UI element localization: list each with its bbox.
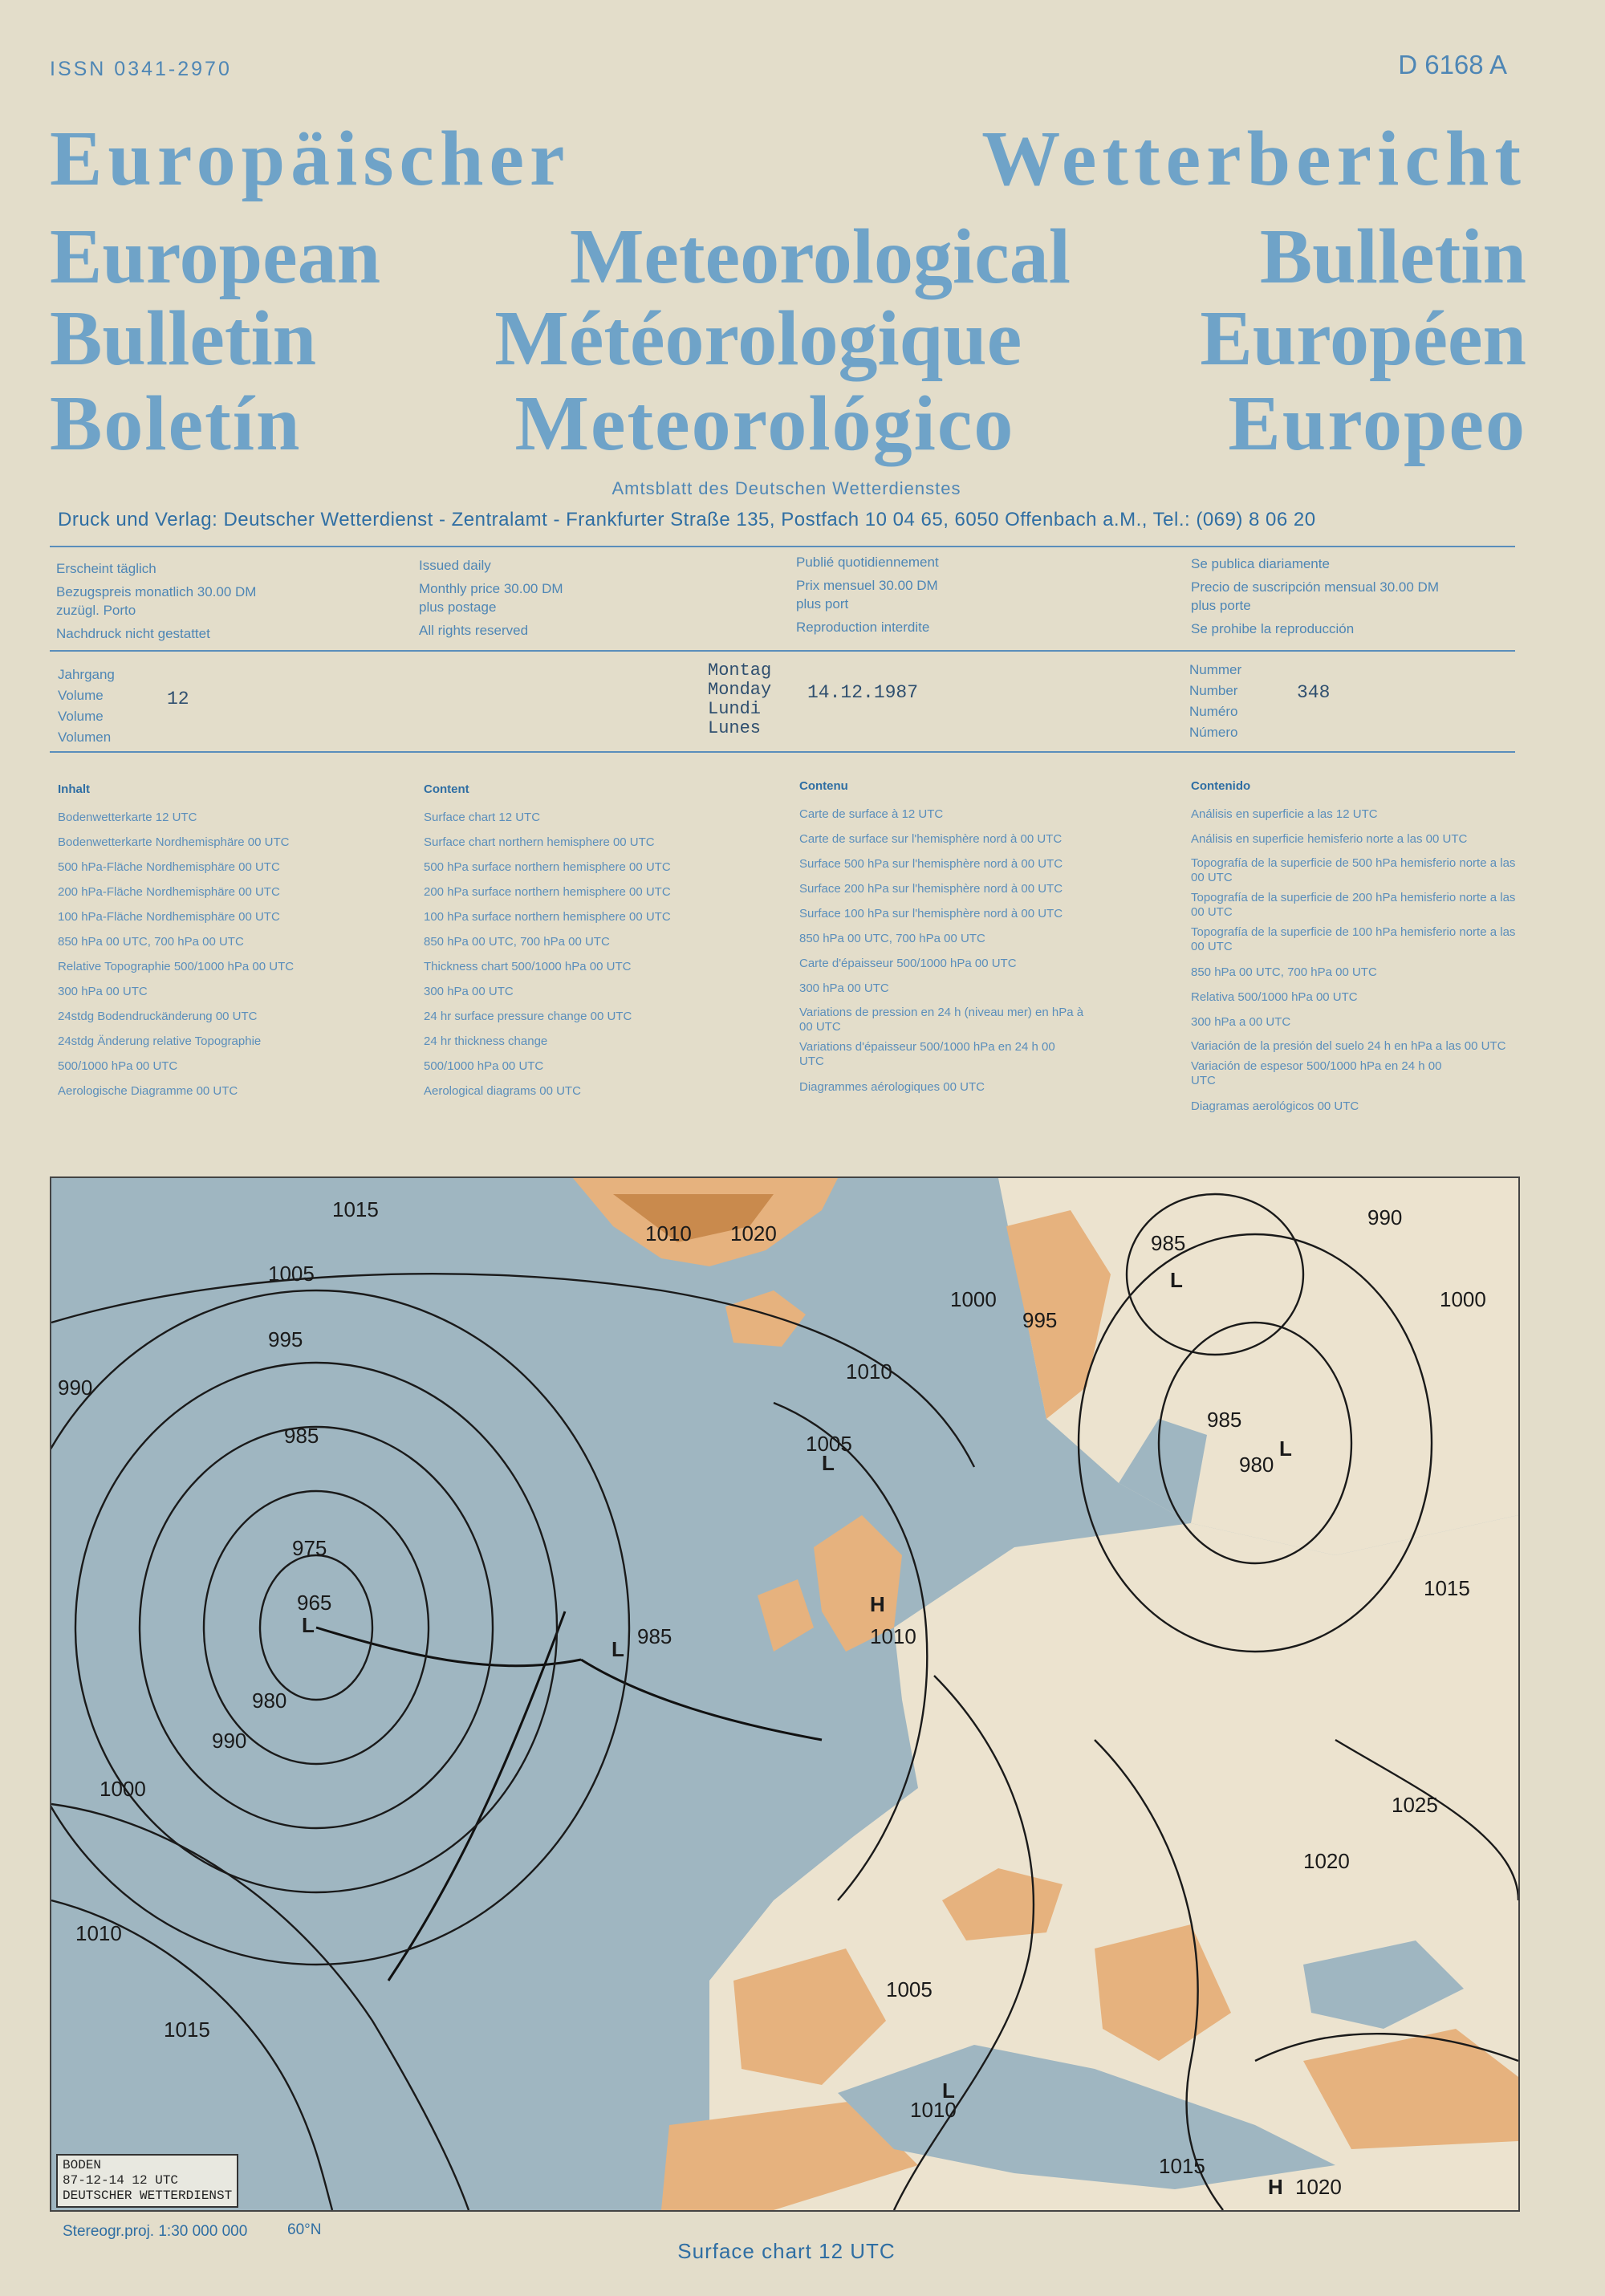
volume-label: Jahrgang (58, 667, 115, 682)
low-center: L (302, 1613, 315, 1637)
isobar-label: 1015 (1159, 2154, 1205, 2178)
contents-item: 500/1000 hPa 00 UTC (424, 1059, 544, 1073)
number-label: Number (1189, 683, 1238, 698)
isobar-label: 980 (1239, 1453, 1274, 1477)
contents-item: Surface chart 12 UTC (424, 811, 541, 824)
contents-item: 300 hPa 00 UTC (58, 985, 148, 998)
volume-labels (58, 664, 115, 748)
title-word: Bulletin (50, 295, 317, 382)
info-line: Bezugspreis monatlich 30.00 DM (56, 584, 257, 599)
number-label: Número (1189, 725, 1238, 740)
issue-date: 14.12.1987 (807, 682, 919, 703)
divider (50, 650, 1515, 652)
isobar-label: 995 (268, 1327, 303, 1351)
contents-item: Carte d'épaisseur 500/1000 hPa 00 UTC (799, 957, 1017, 970)
weekday-label: Monday (708, 680, 772, 700)
number-label: Nummer (1189, 662, 1242, 677)
contents-item: Análisis en superficie a las 12 UTC (1191, 807, 1378, 821)
isobar-label: 1020 (1303, 1849, 1350, 1873)
contents-item: Análisis en superficie hemisferio norte a las 00 UTC (1191, 832, 1468, 846)
info-french (796, 551, 939, 639)
contents-item: 500 hPa-Fläche Nordhemisphäre 00 UTC (58, 860, 280, 874)
isobar-label: 1020 (730, 1221, 777, 1246)
issn-number: ISSN 0341-2970 (50, 58, 232, 80)
volume-label: Volume (58, 688, 104, 703)
contents-item: Surface chart northern hemisphere 00 UTC (424, 835, 655, 849)
publication-code: D 6168 A (1398, 50, 1507, 79)
contents-heading: Inhalt (58, 782, 90, 796)
isobar-label: 1000 (1440, 1287, 1486, 1311)
contents-item: 24 hr surface pressure change 00 UTC (424, 1010, 632, 1023)
info-line: Erscheint täglich (56, 561, 156, 576)
contents-item: 300 hPa 00 UTC (424, 985, 514, 998)
title-word: European (50, 213, 381, 300)
contents-item: Carte de surface à 12 UTC (799, 807, 944, 821)
title-word: Européen (1200, 295, 1526, 382)
title-word: Bulletin (1259, 213, 1526, 300)
contents-item: 850 hPa 00 UTC, 700 hPa 00 UTC (799, 932, 985, 945)
contents-heading: Content (424, 782, 469, 796)
isobar-label: 1015 (332, 1197, 379, 1221)
contents-item: Surface 100 hPa sur l'hemisphère nord à 00 UTC (799, 907, 1063, 920)
contents-item: Topografía de la superficie de 100 hPa hemisferio norte a las 00 UTC (1191, 925, 1516, 953)
contents-item: Variations de pression en 24 h (niveau mer) en hPa à 00 UTC (799, 1006, 1084, 1034)
isobar-label: 1005 (806, 1432, 852, 1456)
info-line: zuzügl. Porto (56, 603, 136, 618)
info-spanish (1191, 552, 1439, 640)
info-line: Precio de suscripción mensual 30.00 DM (1191, 579, 1439, 595)
isobar-label: 965 (297, 1591, 332, 1615)
info-line: plus postage (419, 599, 497, 615)
issue-number: 348 (1297, 682, 1331, 703)
contents-item: 850 hPa 00 UTC, 700 hPa 00 UTC (1191, 965, 1377, 979)
contents-item: Topografía de la superficie de 500 hPa hemisferio norte a las 00 UTC (1191, 856, 1516, 884)
info-line: plus porte (1191, 598, 1251, 613)
contents-item: Carte de surface sur l'hemisphère nord à 00 UTC (799, 832, 1063, 846)
title-german (50, 116, 1526, 202)
isobar-label: 990 (58, 1376, 93, 1400)
high-center: H (1268, 2175, 1283, 2199)
isobar-label: 1015 (164, 2018, 210, 2042)
contents-item: 24 hr thickness change (424, 1034, 548, 1048)
isobar-label: 1010 (75, 1921, 122, 1945)
info-line: Se prohibe la reproducción (1191, 621, 1355, 636)
contents-item: Surface 200 hPa sur l'hemisphère nord à 00 UTC (799, 882, 1063, 896)
contents-heading: Contenido (1191, 779, 1251, 793)
contents-item: 200 hPa surface northern hemisphere 00 UTC (424, 885, 671, 899)
contents-item: 300 hPa 00 UTC (799, 981, 889, 995)
contents-item: 24stdg Änderung relative Topographie (58, 1034, 262, 1048)
surface-weather-map (50, 1176, 1520, 2212)
contents-spanish (1191, 774, 1528, 1119)
contents-item: Relativa 500/1000 hPa 00 UTC (1191, 990, 1358, 1004)
weekday-labels (708, 661, 771, 738)
isobar-label: 990 (212, 1729, 247, 1753)
info-line: All rights reserved (419, 623, 529, 638)
contents-item: Bodenwetterkarte 12 UTC (58, 811, 197, 824)
title-word: Météorologique (494, 295, 1022, 382)
contents-item: 100 hPa surface northern hemisphere 00 UTC (424, 910, 671, 924)
low-center: L (942, 2079, 955, 2103)
info-line: Nachdruck nicht gestattet (56, 626, 210, 641)
isobar-label: 985 (1207, 1408, 1242, 1432)
isobar-label: 990 (1367, 1205, 1403, 1229)
contents-item: Bodenwetterkarte Nordhemisphäre 00 UTC (58, 835, 290, 849)
contents-item: Relative Topographie 500/1000 hPa 00 UTC (58, 960, 295, 973)
isobar-label: 1025 (1392, 1793, 1438, 1817)
official-gazette: Amtsblatt des Deutschen Wetterdienstes (612, 478, 961, 498)
isobar-label: 1010 (870, 1624, 916, 1648)
info-line: plus port (796, 596, 849, 612)
isobar-label: 1015 (1424, 1576, 1470, 1600)
info-english (419, 554, 563, 642)
isobar-label: 985 (284, 1424, 319, 1448)
weekday-label: Lundi (708, 699, 762, 719)
map-legend-box (56, 2154, 238, 2208)
contents-item: Variación de la presión del suelo 24 h en hPa a las 00 UTC (1191, 1039, 1506, 1053)
info-line: Reproduction interdite (796, 620, 930, 635)
contents-item: Variación de espesor 500/1000 hPa en 24 h 00 UTC (1191, 1059, 1442, 1087)
isobar-label: 1005 (268, 1262, 315, 1286)
info-line: Monthly price 30.00 DM (419, 581, 563, 596)
contents-item: Surface 500 hPa sur l'hemisphère nord à 00 UTC (799, 857, 1063, 871)
contents-item: 24stdg Bodendruckänderung 00 UTC (58, 1010, 258, 1023)
contents-item: Aerological diagrams 00 UTC (424, 1084, 581, 1098)
low-center: L (612, 1637, 624, 1661)
contents-heading: Contenu (799, 779, 848, 793)
low-center: L (822, 1451, 835, 1475)
isobar-label: 980 (252, 1688, 287, 1713)
contents-german (58, 777, 294, 1103)
info-line: Se publica diariamente (1191, 556, 1330, 571)
low-center: L (1279, 1437, 1292, 1461)
isobar-label: 995 (1022, 1308, 1058, 1332)
contents-item: Topografía de la superficie de 200 hPa hemisferio norte a las 00 UTC (1191, 891, 1516, 919)
isobar-label: 1000 (950, 1287, 997, 1311)
title-word: Wetterbericht (981, 116, 1526, 202)
title-spanish (50, 380, 1526, 467)
title-word: Europäischer (50, 116, 571, 202)
isobar-label: 1010 (645, 1221, 692, 1246)
isobar-label: 1010 (910, 2098, 957, 2122)
title-english (50, 213, 1526, 300)
map-caption: Surface chart 12 UTC (677, 2239, 896, 2263)
divider (50, 751, 1515, 753)
number-label: Numéro (1189, 704, 1238, 719)
info-line: Prix mensuel 30.00 DM (796, 578, 938, 593)
title-word: Boletín (50, 380, 302, 467)
contents-item: Variations d'épaisseur 500/1000 hPa en 24 h 00 UTC (799, 1040, 1055, 1068)
publisher-line: Druck und Verlag: Deutscher Wetterdienst - Zentralamt - Frankfurter Straße 135, Postfach 10 04 65, 6050 Offenbach a.M., Tel.: (069) 8 06 20 (58, 509, 1316, 530)
info-german (56, 557, 256, 645)
contents-item: 100 hPa-Fläche Nordhemisphäre 00 UTC (58, 910, 280, 924)
info-line: Issued daily (419, 558, 491, 573)
projection-note: Stereogr.proj. 1:30 000 000 (63, 2223, 248, 2240)
low-center: L (1170, 1268, 1183, 1292)
legend-line: BODEN (63, 2158, 102, 2172)
map-canvas (51, 1178, 1518, 2210)
contents-item: 300 hPa a 00 UTC (1191, 1015, 1291, 1029)
volume-value: 12 (167, 689, 189, 709)
isobar-label: 1020 (1295, 2175, 1342, 2199)
contents-item: 850 hPa 00 UTC, 700 hPa 00 UTC (424, 935, 610, 949)
volume-label: Volumen (58, 729, 112, 745)
contents-english (424, 777, 671, 1103)
contents-item: 500 hPa surface northern hemisphere 00 UTC (424, 860, 671, 874)
title-word: Meteorological (569, 213, 1071, 300)
isobar-label: 975 (292, 1536, 327, 1560)
divider (50, 546, 1515, 547)
isobar-label: 1005 (886, 1977, 933, 2001)
weekday-label: Lunes (708, 718, 762, 738)
volume-label: Volume (58, 709, 104, 724)
isobar-label: 985 (1151, 1231, 1186, 1255)
isobar-label: 1010 (846, 1359, 892, 1384)
weekday-label: Montag (708, 660, 772, 681)
title-word: Meteorológico (514, 380, 1015, 467)
contents-item: Thickness chart 500/1000 hPa 00 UTC (424, 960, 632, 973)
contents-item: 200 hPa-Fläche Nordhemisphäre 00 UTC (58, 885, 280, 899)
legend-line: DEUTSCHER WETTERDIENST (63, 2188, 233, 2203)
contents-item: Aerologische Diagramme 00 UTC (58, 1084, 238, 1098)
title-word: Europeo (1228, 380, 1526, 467)
contents-french (799, 774, 1136, 1099)
number-labels (1189, 660, 1241, 743)
contents-item: 850 hPa 00 UTC, 700 hPa 00 UTC (58, 935, 244, 949)
isobar-label: 1000 (100, 1777, 146, 1801)
latitude-note: 60°N (287, 2221, 322, 2238)
contents-item: Diagramas aerológicos 00 UTC (1191, 1099, 1359, 1113)
isobar-label: 985 (637, 1624, 672, 1648)
title-french (50, 295, 1526, 382)
contents-item: Diagrammes aérologiques 00 UTC (799, 1080, 985, 1094)
info-line: Publié quotidiennement (796, 555, 939, 570)
contents-item: 500/1000 hPa 00 UTC (58, 1059, 178, 1073)
high-center: H (870, 1592, 885, 1616)
legend-line: 87-12-14 12 UTC (63, 2173, 179, 2188)
